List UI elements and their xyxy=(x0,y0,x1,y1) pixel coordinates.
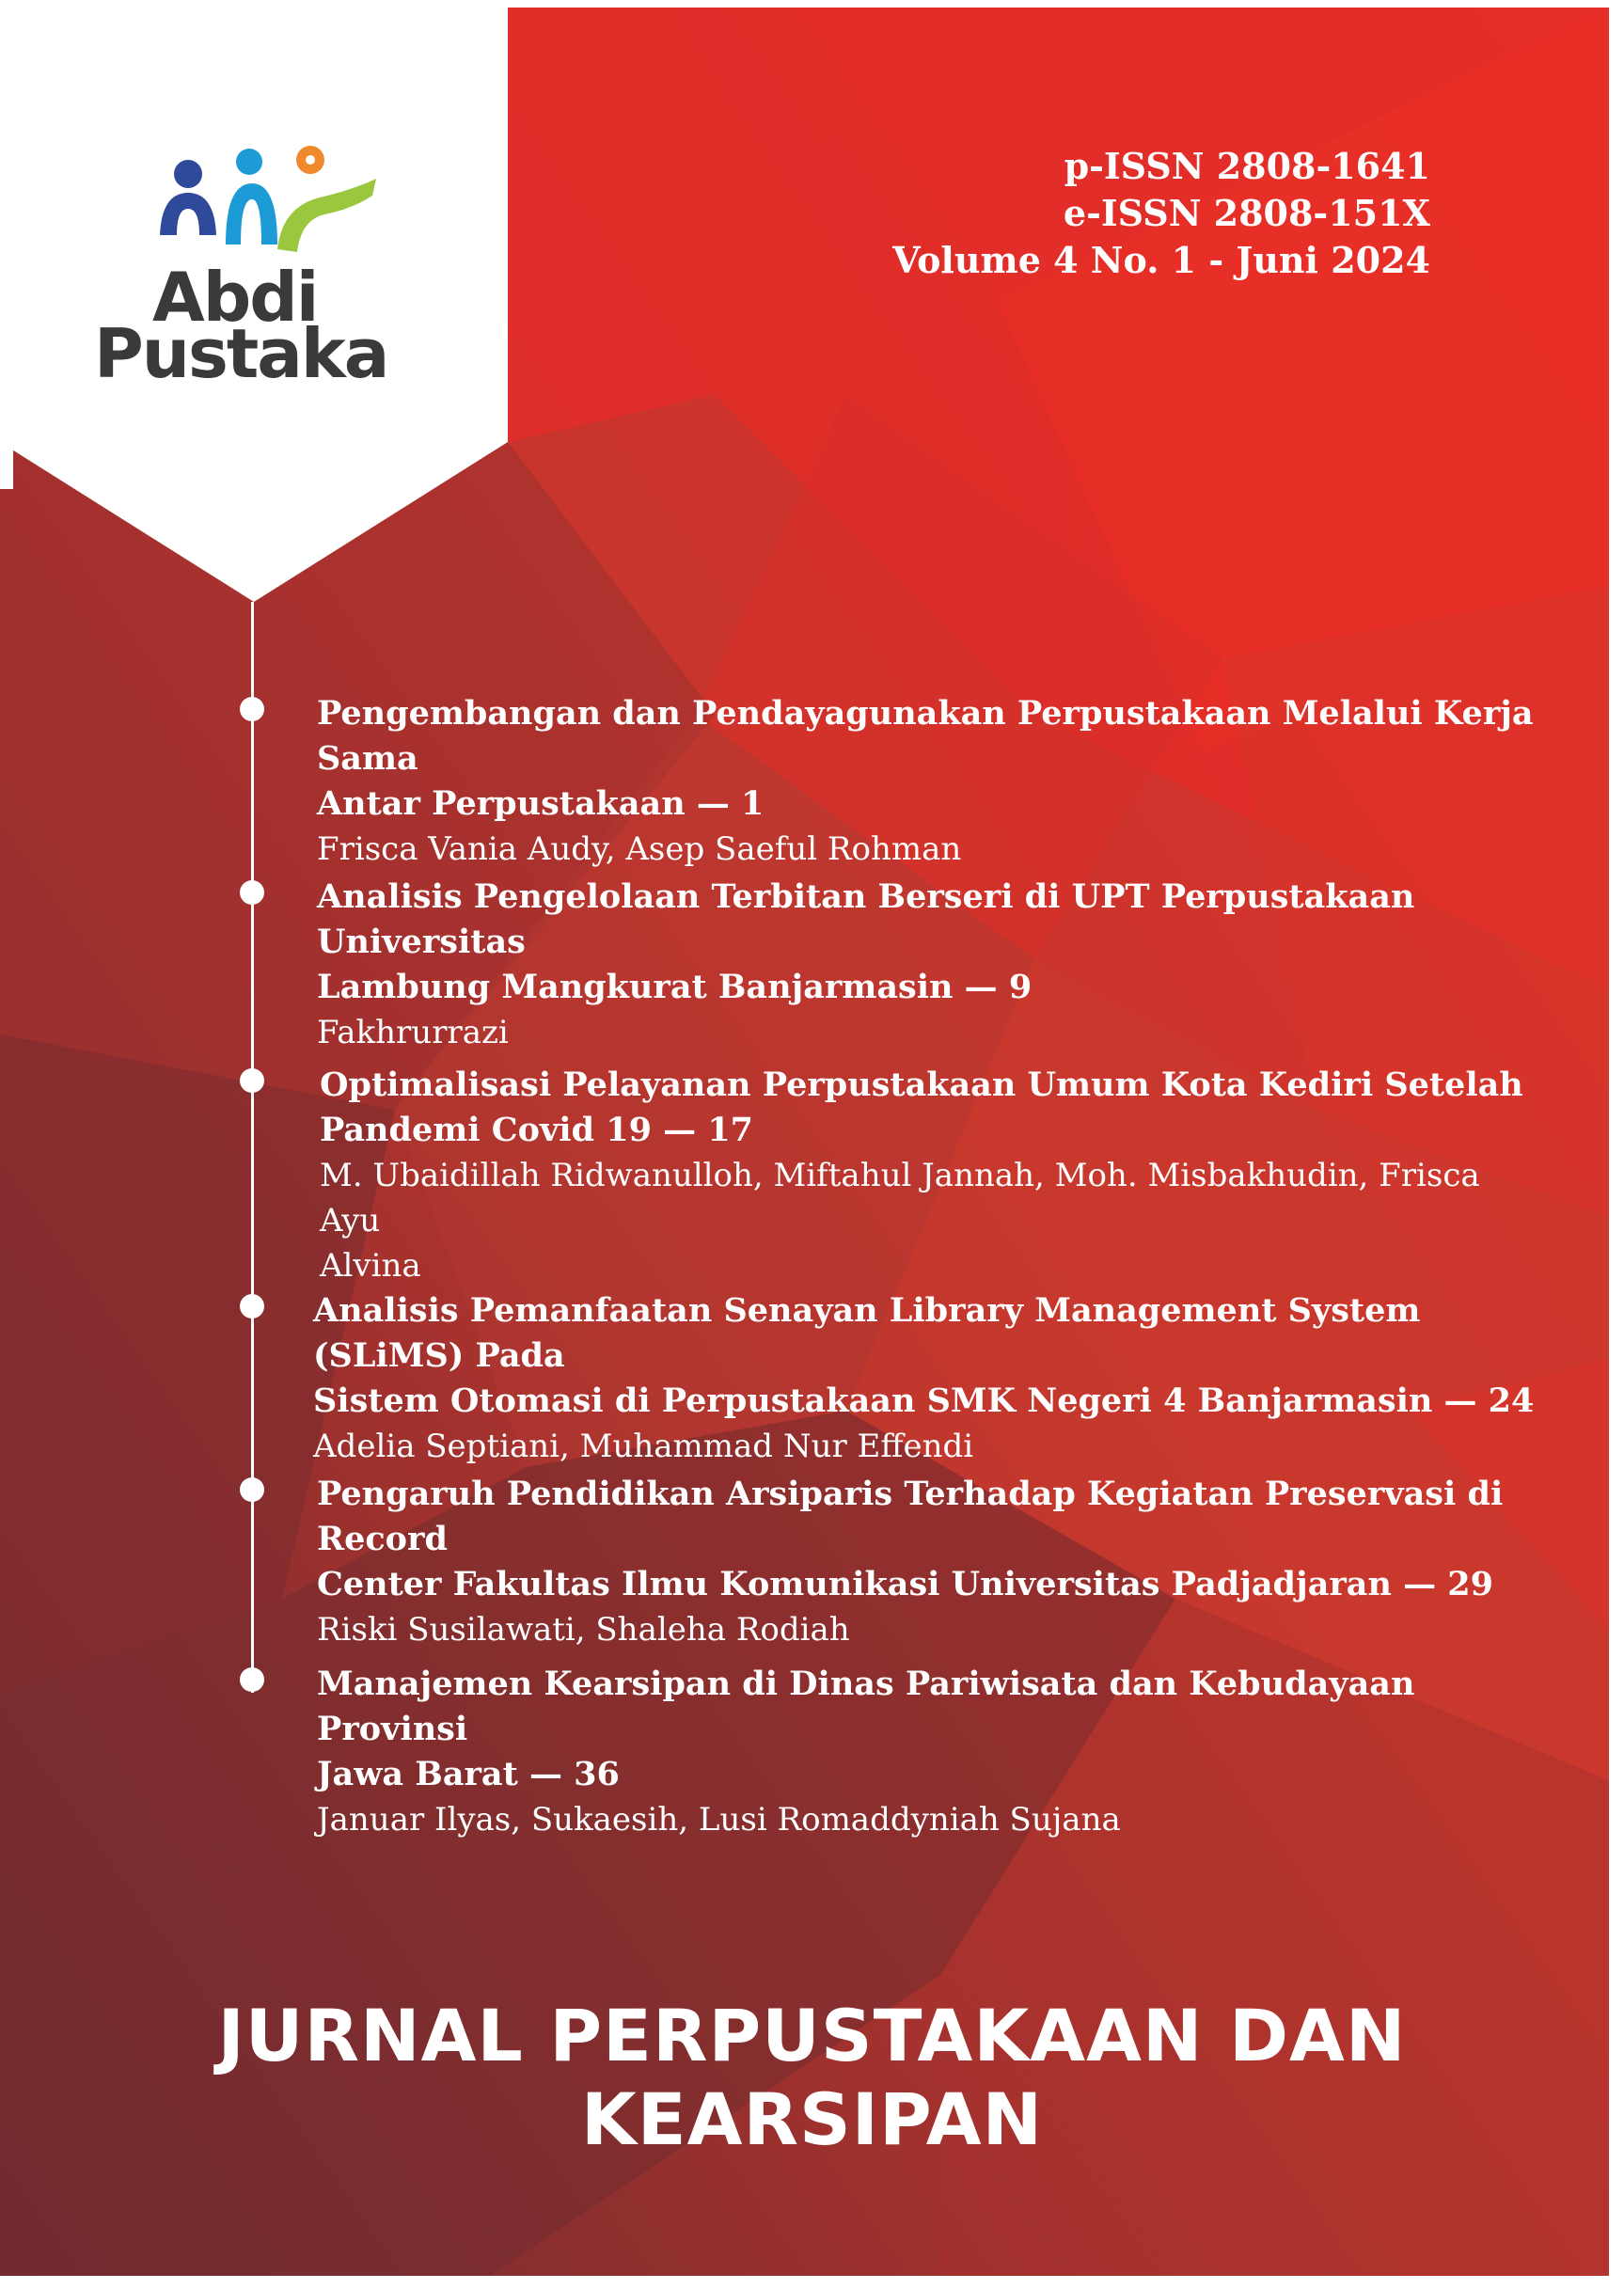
volume-info: Volume 4 No. 1 - Juni 2024 xyxy=(892,239,1430,281)
toc-bullet xyxy=(240,1667,264,1692)
article-authors: Januar Ilyas, Sukaesih, Lusi Romaddyniah Sujana xyxy=(317,1801,1121,1839)
article-title: Analisis Pengelolaan Terbitan Berseri di UPT Perpustakaan Universitas Lambung Mangkurat Banjarmasin — 9 xyxy=(317,877,1415,1006)
left-margin xyxy=(0,0,13,489)
article-authors: Riski Susilawati, Shaleha Rodiah xyxy=(317,1611,850,1649)
logo-head-icon xyxy=(236,149,262,175)
logo-head-dot-icon xyxy=(306,155,315,165)
top-margin xyxy=(0,0,1624,8)
article-authors: Adelia Septiani, Muhammad Nur Effendi xyxy=(313,1428,974,1465)
article-title: Analisis Pemanfaatan Senayan Library Management System (SLiMS) Pada Sistem Otomasi di Perpustakaan SMK Negeri 4 Banjarmasin — 24 xyxy=(313,1291,1535,1420)
article-authors: Fakhrurrazi xyxy=(317,1014,509,1051)
logo-swoosh-icon xyxy=(277,179,376,252)
right-margin xyxy=(1609,0,1624,2289)
article-authors: Frisca Vania Audy, Asep Saeful Rohman xyxy=(317,830,962,868)
toc-bullet xyxy=(240,697,264,721)
article-title: Pengaruh Pendidikan Arsiparis Terhadap Kegiatan Preservasi di Record Center Fakultas Ilmu Komunikasi Universitas Padjadjaran — 29 xyxy=(317,1475,1504,1603)
article-title: Manajemen Kearsipan di Dinas Pariwisata dan Kebudayaan Provinsi Jawa Barat — 36 xyxy=(317,1665,1415,1793)
toc-bullet xyxy=(240,1294,264,1318)
logo-text-abdi: Abdi xyxy=(152,258,318,337)
logo-head-icon xyxy=(174,160,202,188)
logo-figures-icon xyxy=(150,141,508,273)
article-title: Optimalisasi Pelayanan Perpustakaan Umum Kota Kediri Setelah Pandemi Covid 19 — 17 xyxy=(320,1066,1523,1149)
bottom-margin xyxy=(0,2276,1624,2289)
abdi-pustaka-logo xyxy=(85,141,442,404)
article-title: Pengembangan dan Pendayagunakan Perpustakaan Melalui Kerja Sama Antar Perpustakaan — 1 xyxy=(317,694,1534,823)
toc-bullet xyxy=(240,1477,264,1502)
toc-bullet xyxy=(240,880,264,905)
logo-body-icon xyxy=(160,193,216,235)
print-issn: p-ISSN 2808-1641 xyxy=(1064,145,1430,187)
logo-body-icon xyxy=(226,183,277,245)
article-authors: M. Ubaidillah Ridwanulloh, Miftahul Jannah, Moh. Misbakhudin, Frisca Ayu Alvina xyxy=(320,1157,1480,1285)
journal-title: JURNAL PERPUSTAKAAN DAN KEARSIPAN xyxy=(217,1994,1407,2161)
toc-bullet xyxy=(240,1068,264,1093)
logo-text-pustaka: Pustaka xyxy=(94,314,388,393)
toc-timeline xyxy=(251,602,254,1693)
issn-block xyxy=(892,143,1430,284)
electronic-issn: e-ISSN 2808-151X xyxy=(1063,192,1430,234)
